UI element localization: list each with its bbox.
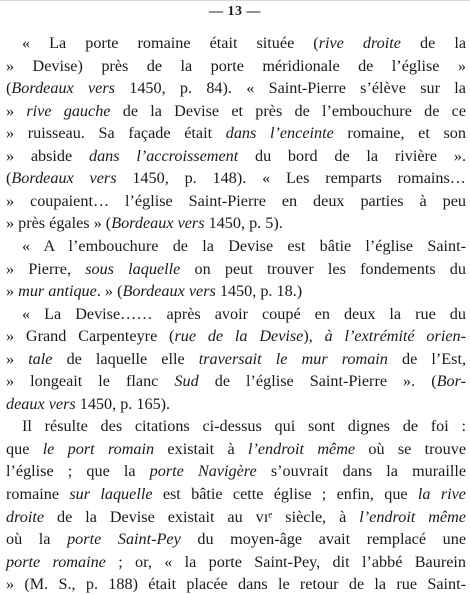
text-segment: est bâtie cette église ; enfin, que [152,485,418,503]
italic-text: porte Navigère [149,462,257,481]
text-line [6,280,466,302]
text-segment: ; or, « la porte Saint-Pey, dit l’abbé Baurein [105,552,466,571]
text-line [6,122,466,144]
italic-text: le port romain [42,439,155,458]
page-number: — 13 — [209,4,261,19]
text-segment: de laquelle elle [52,349,199,368]
text-line [6,483,466,505]
text-line [22,415,466,437]
text-line [22,32,466,54]
text-segment: « La Devise…… après avoir coupé en deux la rue du [22,304,466,323]
italic-text: dans l’accroissement [88,146,239,165]
text-segment: on peut trouver les fondements du [180,259,466,278]
text-segment: « La porte romaine était située ( [22,34,319,52]
text-segment: ), [303,327,325,346]
text-segment: » ruisseau. Sa façade était [6,124,226,143]
text-segment: de la Devise et près de l’embouchure de ce [110,101,467,120]
text-line [6,528,466,550]
italic-text: mur antique [18,282,97,301]
text-line [6,100,466,122]
italic-text: Bordeaux vers [111,214,205,233]
text-line [6,573,466,595]
text-segment: » abside [6,146,89,165]
text-segment: » (M. S., p. 188) était placée dans le retour de la rue Saint- [6,575,466,594]
text-line [6,551,466,573]
text-segment: » coupaient… l’église Saint-Pierre en deux parties à peu [6,191,466,210]
text-line [6,190,466,212]
text-line [6,393,466,415]
italic-text: à l’extrémité orien- [324,327,466,346]
text-segment: romaine [6,485,70,503]
text-segment: où la [6,530,68,549]
text-segment: ( [6,169,12,188]
italic-text: Sud [174,372,199,391]
italic-text: la rive [417,485,466,503]
text-segment: . » ( [96,282,123,301]
italic-text: Bordeaux vers [122,282,216,301]
text-segment: de l’église Saint-Pierre ». ( [198,372,437,391]
page-edge [0,0,470,1]
text-segment: 1450, p. 84). « Saint-Pierre s’élève sur la [114,79,466,98]
text-segment: » [6,101,27,120]
text-segment: de la Devise existait au vɪᵉ siècle, à [44,507,360,526]
text-segment: 1450, p. 148). « Les remparts romains… [116,169,466,188]
text-line [22,235,466,257]
text-segment: » Pierre, [6,259,86,278]
text-segment: » [6,282,19,301]
text-line [6,167,466,189]
text-segment: » Grand Carpenteyre ( [6,327,175,346]
italic-text: dans l’enceinte [225,124,334,143]
text-segment: de l’Est, [387,349,466,368]
text-segment: 1450, p. 165). [75,394,171,413]
italic-text: droite [6,507,45,526]
text-segment: où se trouve [355,439,467,458]
text-line [6,212,466,234]
italic-text: porte romaine [6,552,106,571]
text-segment: » près égales » ( [6,214,112,233]
text-segment: ( [6,79,12,98]
text-segment: existait à [154,439,248,458]
text-line [6,348,466,370]
text-line [6,258,466,280]
italic-text: Bor- [436,372,466,391]
italic-text: sur laquelle [69,485,153,503]
italic-text: rive gauche [26,101,111,120]
italic-text: traversait le mur romain [198,349,388,368]
text-line [6,370,466,392]
text-line [6,438,466,460]
italic-text: porte Saint-Pey [67,530,181,549]
italic-text: tale [28,349,53,368]
text-line [6,506,466,528]
italic-text: l’endroit même [247,439,356,458]
text-segment: » [6,349,29,368]
italic-text: rue de la Devise [174,327,304,346]
text-segment: du bord de la rivière ». [238,146,466,165]
italic-text: deaux vers [6,394,76,413]
italic-text: Bordeaux vers [11,169,117,188]
text-line [6,55,466,77]
text-segment: l’église ; que la [6,462,150,481]
text-segment: 1450, p. 5). [204,214,283,233]
text-segment: » longeait le flanc [6,372,175,391]
text-line [6,77,466,99]
italic-text: rive droite [318,34,401,52]
text-line [22,303,466,325]
text-line [6,145,466,167]
italic-text: Bordeaux vers [11,79,115,98]
text-segment: « A l’embouchure de la Devise est bâtie l’église Saint- [22,236,466,255]
text-segment: s’ouvrait dans la muraille [256,462,467,481]
text-segment: de la [400,34,466,52]
italic-text: sous laquelle [85,259,181,278]
text-segment: du moyen-âge avait remplacé une [180,530,467,549]
text-segment: romaine, et son [333,124,466,143]
italic-text: l’endroit même [359,507,466,526]
text-segment: Il résulte des citations ci-dessus qui sont dignes de foi : [22,417,466,436]
text-line [6,460,466,482]
text-line [6,325,466,347]
text-segment: 1450, p. 18.) [215,282,303,301]
text-segment: » Devise) près de la porte méridionale de l’église » [6,56,466,75]
text-segment: que [6,439,43,458]
